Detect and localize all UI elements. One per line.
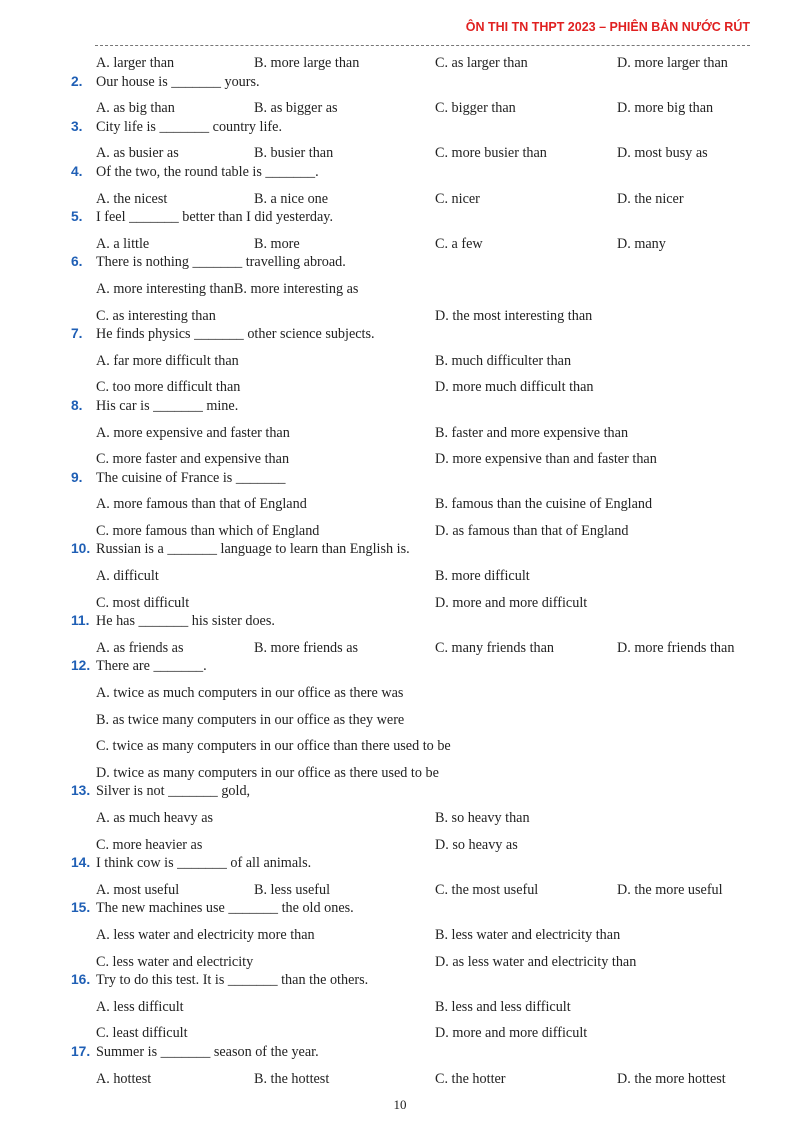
question-number: 8.	[71, 397, 83, 413]
option-row	[0, 378, 800, 397]
question-stem: He finds physics _______ other science subjects.	[96, 326, 375, 343]
option-row	[0, 764, 800, 783]
question-stem: Our house is _______ yours.	[96, 73, 260, 90]
question-number: 4.	[71, 163, 83, 179]
page-header-title: ÔN THI TN THPT 2023 – PHIÊN BẢN NƯỚC RÚT	[465, 20, 750, 34]
question-stem: City life is _______ country life.	[96, 118, 282, 135]
question-stem: I think cow is _______ of all animals.	[96, 855, 312, 872]
option-c: C. more heavier as	[96, 836, 203, 853]
question-stem: Try to do this test. It is _______ than the others.	[96, 972, 369, 989]
option-row	[0, 711, 800, 730]
option-d: D. the nicer	[617, 190, 684, 207]
question-stem: Of the two, the round table is _______.	[96, 163, 319, 180]
option-c: C. a few	[435, 235, 483, 252]
option-b: B. much difficulter than	[435, 352, 572, 369]
question-number: 12.	[71, 658, 91, 674]
question-number: 15.	[71, 900, 91, 916]
option-row	[0, 953, 800, 972]
question-stem: Silver is not _______ gold,	[96, 783, 251, 800]
option-d: D. more and more difficult	[435, 1025, 588, 1042]
option-c: C. too more difficult than	[96, 379, 241, 396]
option-a: A. as busier as	[96, 145, 179, 162]
option-row	[0, 737, 800, 756]
option-b: B. more friends as	[254, 639, 359, 656]
option-a: A. far more difficult than	[96, 352, 239, 369]
option-a: A. as big than	[96, 100, 175, 117]
option-row	[0, 307, 800, 326]
question-stem: He has _______ his sister does.	[96, 613, 275, 630]
option-row	[0, 144, 800, 163]
question-number: 16.	[71, 972, 91, 988]
option-c: C. more faster and expensive than	[96, 451, 290, 468]
question-stem-row	[0, 540, 800, 559]
question-stem-row	[0, 163, 800, 182]
option-row	[0, 495, 800, 514]
option-b: B. less water and electricity than	[435, 926, 621, 943]
option-b: B. less useful	[254, 881, 331, 898]
question-list	[0, 54, 800, 1088]
option-row	[0, 352, 800, 371]
question-number: 11.	[71, 613, 90, 629]
option-a: A. larger than	[96, 55, 175, 71]
option-row	[0, 280, 800, 299]
question-stem: I feel _______ better than I did yesterday.	[96, 209, 334, 226]
option-d: D. so heavy as	[435, 836, 518, 853]
option-a: A. less water and electricity more than	[96, 926, 315, 943]
question-number: 2.	[71, 73, 83, 89]
question-stem: There are _______.	[96, 658, 207, 675]
option-row	[0, 424, 800, 443]
option-row	[0, 926, 800, 945]
option-c: C. more famous than which of England	[96, 522, 320, 539]
option-d: D. most busy as	[617, 145, 708, 162]
option-row	[0, 99, 800, 118]
option-d: D. more larger than	[617, 55, 728, 71]
question-stem-row	[0, 612, 800, 631]
option-row	[0, 522, 800, 541]
option-c: C. many friends than	[435, 639, 554, 656]
question-stem-row	[0, 899, 800, 918]
option-row	[0, 809, 800, 828]
question-stem-row	[0, 397, 800, 416]
option-d: D. the more hottest	[617, 1070, 726, 1087]
option-d: D. more big than	[617, 100, 714, 117]
question-stem: Summer is _______ season of the year.	[96, 1043, 319, 1060]
question-stem-row	[0, 854, 800, 873]
option-row	[0, 567, 800, 586]
option-a: A. as much heavy as	[96, 810, 214, 826]
option-a-b: A. more interesting thanB. more interesting as	[96, 280, 359, 297]
header-divider	[95, 45, 750, 46]
question-stem: The new machines use _______ the old ones.	[96, 900, 354, 917]
option-b: B. more large than	[254, 55, 360, 71]
option-a: A. the nicest	[96, 190, 168, 207]
option-row	[0, 450, 800, 469]
option-b: B. the hottest	[254, 1070, 330, 1087]
option-a: A. as friends as	[96, 639, 184, 656]
option-b: B. as bigger as	[254, 100, 338, 117]
option-b: B. more difficult	[435, 568, 530, 585]
option-d: D. more friends than	[617, 639, 735, 656]
option-a: A. less difficult	[96, 998, 184, 1015]
option-d: D. more expensive than and faster than	[435, 451, 657, 468]
option-a: A. hottest	[96, 1070, 152, 1087]
option-c: C. more busier than	[435, 145, 547, 162]
option-b: B. a nice one	[254, 190, 329, 207]
option-row	[0, 594, 800, 613]
question-number: 3.	[71, 118, 83, 134]
option-c: C. as larger than	[435, 55, 528, 71]
option-c: C. most difficult	[96, 594, 190, 611]
option-a: A. difficult	[96, 568, 159, 585]
question-number: 9.	[71, 469, 83, 485]
question-number: 17.	[71, 1043, 91, 1059]
option-b: B. busier than	[254, 145, 334, 162]
option-row	[0, 639, 800, 658]
question-stem-row	[0, 325, 800, 344]
option-b: B. so heavy than	[435, 810, 530, 826]
option-row	[0, 881, 800, 900]
question-stem-row	[0, 73, 800, 92]
option-b: B. as twice many computers in our office as they were	[96, 711, 405, 728]
option-row	[0, 1070, 800, 1089]
question-stem-row	[0, 253, 800, 272]
option-d: D. more much difficult than	[435, 379, 594, 396]
option-c: C. as interesting than	[96, 307, 216, 324]
option-c: C. nicer	[435, 190, 480, 207]
question-stem-row	[0, 971, 800, 990]
option-c: C. less water and electricity	[96, 953, 254, 970]
question-stem: The cuisine of France is _______	[96, 469, 286, 486]
page-number: 10	[393, 1097, 407, 1112]
option-row	[0, 998, 800, 1017]
option-row	[0, 54, 800, 73]
option-row	[0, 684, 800, 703]
question-number: 7.	[71, 326, 83, 342]
question-stem: His car is _______ mine.	[96, 397, 239, 414]
question-stem-row	[0, 782, 800, 801]
question-stem: There is nothing _______ travelling abroad.	[96, 254, 346, 271]
option-d: D. the more useful	[617, 881, 723, 898]
question-number: 13.	[71, 783, 91, 799]
question-stem-row	[0, 469, 800, 488]
option-d: D. as less water and electricity than	[435, 953, 637, 970]
question-number: 5.	[71, 209, 83, 225]
question-stem: Russian is a _______ language to learn than English is.	[96, 541, 410, 558]
option-a: A. a little	[96, 235, 150, 252]
question-stem-row	[0, 208, 800, 227]
option-c: C. least difficult	[96, 1025, 188, 1042]
option-a: A. most useful	[96, 881, 180, 898]
question-number: 14.	[71, 855, 91, 871]
option-b: B. more	[254, 235, 300, 252]
option-a: A. more expensive and faster than	[96, 424, 290, 441]
option-row	[0, 1024, 800, 1043]
option-a: A. more famous than that of England	[96, 496, 307, 513]
option-b: B. faster and more expensive than	[435, 424, 629, 441]
option-d: D. the most interesting than	[435, 307, 593, 324]
option-c: C. the most useful	[435, 881, 539, 898]
question-stem-row	[0, 118, 800, 137]
option-b: B. less and less difficult	[435, 998, 571, 1015]
option-a: A. twice as much computers in our office as there was	[96, 685, 404, 702]
question-stem-row	[0, 657, 800, 676]
option-row	[0, 235, 800, 254]
option-b: B. famous than the cuisine of England	[435, 496, 653, 513]
option-c: C. twice as many computers in our office than there used to be	[96, 738, 451, 755]
option-row	[0, 190, 800, 209]
option-d: D. more and more difficult	[435, 594, 588, 611]
option-row	[0, 836, 800, 855]
question-number: 10.	[71, 541, 91, 557]
option-c: C. bigger than	[435, 100, 516, 117]
option-c: C. the hotter	[435, 1070, 506, 1087]
question-number: 6.	[71, 254, 83, 270]
option-d: D. as famous than that of England	[435, 522, 629, 539]
option-d: D. many	[617, 235, 666, 252]
question-stem-row	[0, 1043, 800, 1062]
option-d: D. twice as many computers in our office as there used to be	[96, 764, 439, 781]
